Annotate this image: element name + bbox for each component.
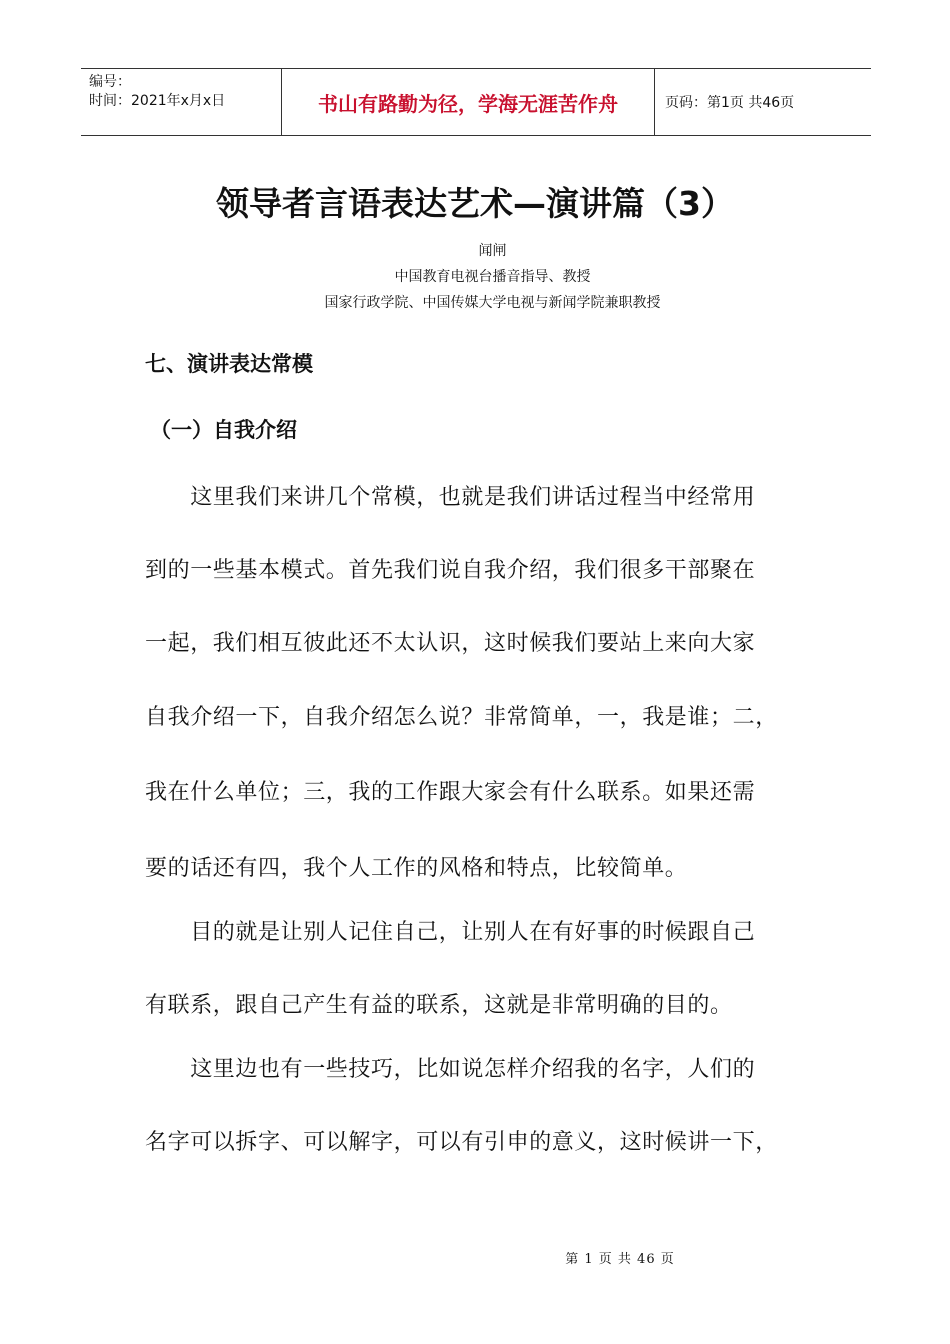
subsection-heading: （一）自我介绍 (150, 418, 297, 442)
author-name: 闻闸 (478, 243, 507, 259)
body-line: 要的话还有四，我个人工作的风格和特点，比较简单。 (145, 856, 688, 881)
body-line: 到的一些基本模式。首先我们说自我介绍，我们很多干部聚在 (145, 558, 756, 583)
author-affiliation-1: 中国教育电视台播音指导、教授 (394, 269, 591, 285)
section-heading: 七、演讲表达常模 (145, 352, 313, 376)
author-affiliation-2: 国家行政学院、中国传媒大学电视与新闻学院兼职教授 (324, 295, 661, 311)
body-line: 一起，我们相互彼此还不太认识，这时候我们要站上来向大家 (145, 631, 756, 656)
document-title: 领导者言语表达艺术—演讲篇（3） (216, 184, 734, 223)
body-line: 这里我们来讲几个常模，也就是我们讲话过程当中经常用 (145, 485, 756, 510)
page-footer: 第 1 页 共 46 页 (565, 1252, 675, 1267)
page-header (81, 68, 871, 136)
body-line: 有联系，跟自己产生有益的联系，这就是非常明确的目的。 (145, 993, 733, 1018)
header-page-info: 页码：第1页 共46页 (665, 95, 795, 111)
body-line: 目的就是让别人记住自己，让别人在有好事的时候跟自己 (145, 920, 756, 945)
document-number-label: 编号： (89, 74, 131, 90)
body-line: 名字可以拆字、可以解字，可以有引申的意义，这时候讲一下， (145, 1130, 778, 1155)
body-line: 这里边也有一些技巧，比如说怎样介绍我的名字，人们的 (145, 1057, 756, 1082)
document-date-label: 时间：2021年x月x日 (89, 93, 226, 109)
header-meta-cell (81, 69, 281, 135)
header-motto: 书山有路勤为径，学海无涯苦作舟 (281, 69, 655, 135)
body-line: 自我介绍一下，自我介绍怎么说？非常简单，一，我是谁；二， (145, 705, 778, 730)
body-line: 我在什么单位；三，我的工作跟大家会有什么联系。如果还需 (145, 780, 756, 805)
